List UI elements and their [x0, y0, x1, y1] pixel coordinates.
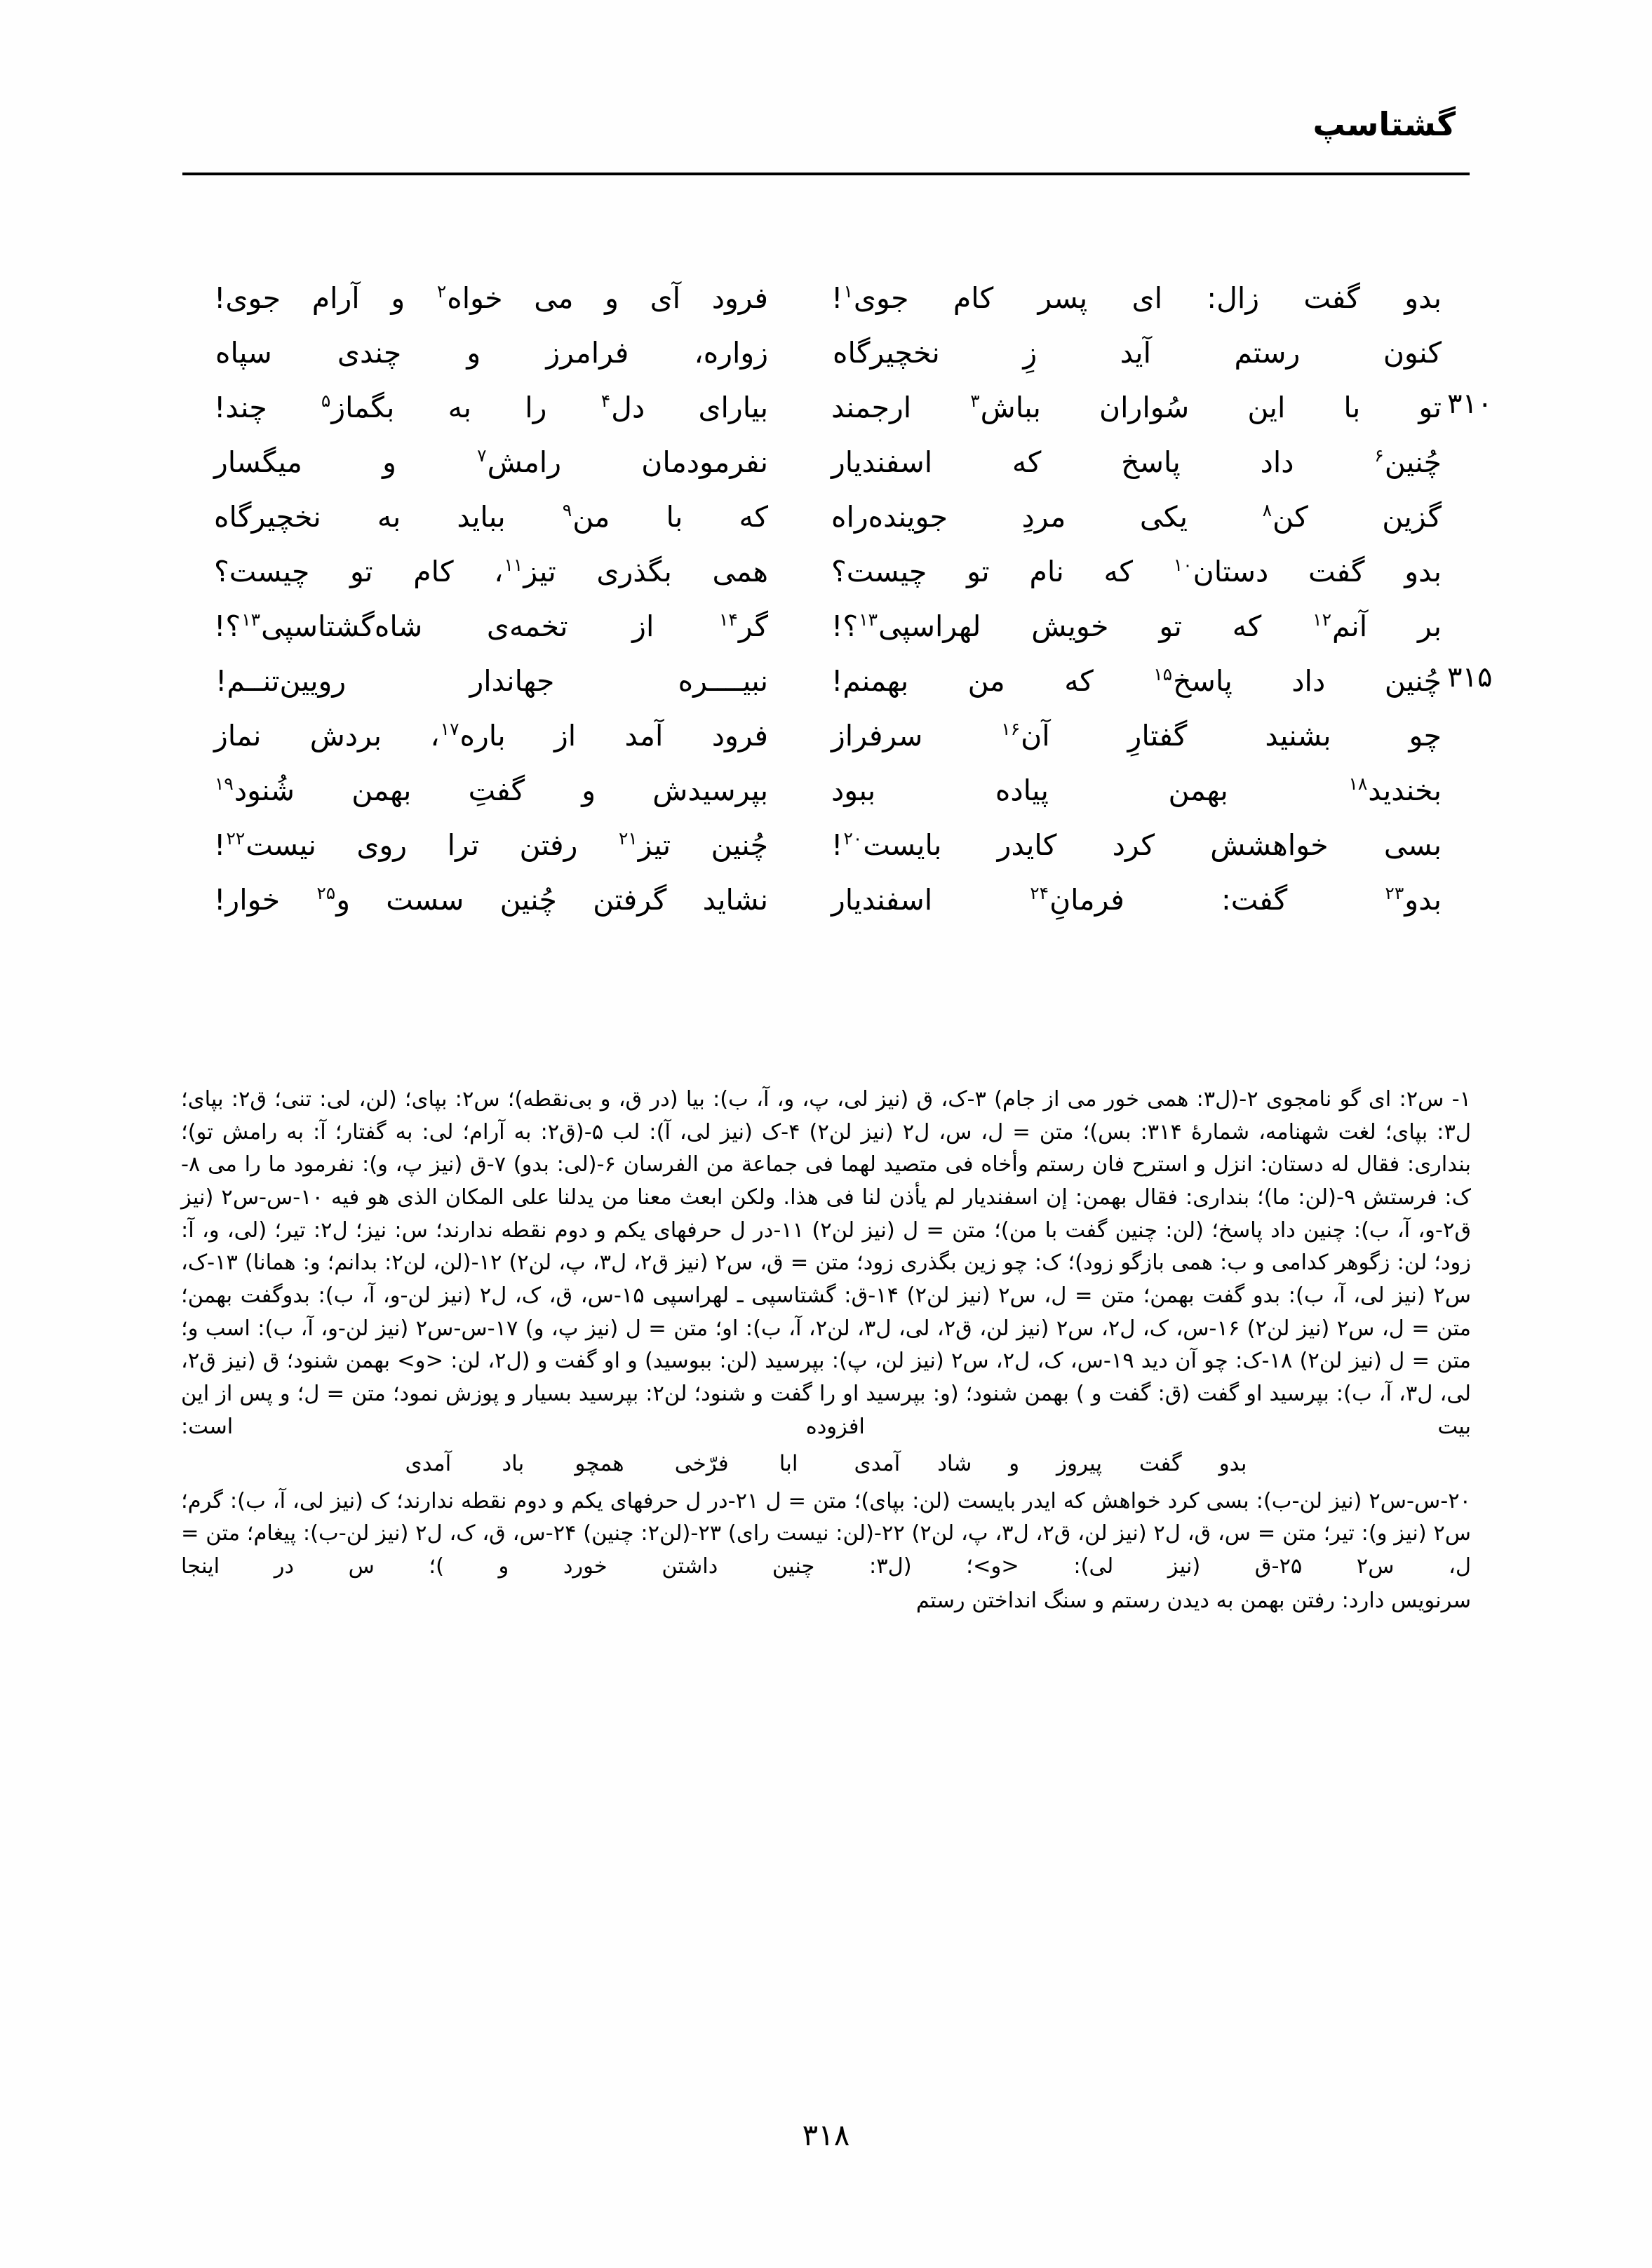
hemistich-left — [214, 769, 768, 813]
note-marker: ۱۳ — [859, 609, 878, 630]
note-marker: ۱۶ — [1001, 719, 1021, 740]
hemistich-text-end: و میگسار — [214, 445, 477, 479]
hemistich-text: چُنین — [1384, 445, 1442, 479]
hemistich-right — [831, 496, 1442, 539]
hemistich-left — [214, 277, 768, 320]
hemistich-text-mid: گفت: فرمانِ — [1049, 883, 1385, 917]
hemistich-right — [831, 332, 1442, 375]
note-marker: ۱۵ — [1153, 664, 1173, 685]
hemistich-text-end: بهمن پیاده ببود — [831, 774, 1348, 807]
hemistich-left — [214, 715, 768, 758]
hemistich-text-mid: که تو خویش لهراسپی — [878, 609, 1312, 643]
note-marker: ۴ — [600, 391, 611, 412]
inserted-hemistich-2: ابا فرّخی همچو باد آمدی — [405, 1451, 798, 1477]
hemistich-text-end: که نام تو چیست؟ — [831, 555, 1173, 588]
inserted-hemistich-1: بدو گفت پیروز و شاد آمدی — [854, 1451, 1247, 1477]
hemistich-text: نبیــــره جهاندار رویین‌تنــم! — [215, 664, 768, 698]
hemistich-right — [831, 277, 1442, 320]
apparatus-tail-note: سرنویس دارد: رفتن بهمن به دیدن رستم و سنگ انداختن رستم — [915, 1588, 1471, 1613]
verse-line — [210, 441, 1442, 496]
verse-line — [210, 824, 1442, 879]
hemistich-text-end: ؟! — [831, 609, 859, 643]
note-marker: ۱۱ — [504, 555, 523, 576]
note-marker: ۱۸ — [1348, 774, 1368, 795]
hemistich-text: نفرمودمان رامش — [487, 445, 768, 479]
hemistich-right — [831, 715, 1442, 758]
hemistich-text-end: بباید به نخچیرگاه — [214, 500, 562, 534]
note-marker: ۱ — [843, 281, 853, 302]
note-marker: ۱۴ — [718, 609, 738, 630]
hemistich-text: بدو گفت دستان — [1193, 555, 1442, 588]
hemistich-text-end: و آرام جوی! — [214, 281, 436, 315]
note-marker: ۱۹ — [215, 774, 234, 795]
hemistich-text: بسی خواهشش کرد کایدر بایست — [863, 828, 1442, 862]
note-marker: ۹ — [562, 500, 572, 521]
verse-line — [210, 769, 1442, 824]
apparatus-paragraph: ۱- س۲: ای گو نامجوی ۲-(ل۳: همی خور می از جام) ۳-ک، ق (نیز لی، پ، و، آ، ب): بیا (در ق، و بی‌نقطه)؛ س۲: بپای؛ (لن، لی: تنی؛ ق۲: بپای؛ ل۳: بپای؛ لغت شهنامه، شمارهٔ ۳۱۴: بس)؛ متن = ل، س، ل۲ (نیز لن۲) ۴-ک (نیز لی، آ): لب ۵-(ق۲: به آرام؛ لی: به گفتار؛ آ: به رامش تو)؛ بنداری: فقال له دستان: انزل و استرح فان رستم وأخاه فی متصید لهما فی جماعة من الفرسان ۶-(لی: بدو) ۷-ق (نیز پ، و): نفرمود ما را می ۸-ک: فرستش ۹-(لن: ما)؛ بنداری: فقال بهمن: إن اسفندیار لم یأذن لنا فی هذا. ولکن ابعث معنا من یدلنا علی المکان الذی هو فیه ۱۰-س-س۲ (نیز ق۲-و، آ، ب): چنین داد پاسخ؛ (لن: چنین گفت با من)؛ متن = ل (نیز لن۲) ۱۱-در ل حرفهای یکم و دوم نقطه ندارند؛ س: نیز؛ ل۲: تیر؛ (لی، و، آ: زود؛ لن: زگوهر کدامی و ب: همی بازگو زود)؛ ک: چو زین بگذری زود؛ متن = ق، س۲ (نیز ق۲، ل۳، پ، لن۲) ۱۲-(لن، لن۲: بدانم؛ و: همانا) ۱۳-ک، س۲ (نیز لی، آ، ب): بدو گفت بهمن؛ متن = ل، س۲ (نیز لن۲) ۱۴-ق: گشتاسپی ـ لهراسپی ۱۵-س، ق، ک، ل۲ (نیز لن-و، آ، ب): بدوگفت بهمن؛ متن = ل، س۲ (نیز لن۲) ۱۶-س، ک، ل۲، س۲ (نیز لن، ق۲، لی، ل۳، لن۲، آ، ب): او؛ متن = ل (نیز پ، و) ۱۷-س-س۲ (نیز لن-و، آ، ب): اسب و؛ متن = ل (نیز لن۲) ۱۸-ک: چو آن دید ۱۹-س، ک، ل۲، س۲ (نیز لن، پ): بپرسید (لن: ببوسید) و او گفت و (ل۲، لن: <و> بهمن شنود؛ ق (نیز ق۲، لی، ل۳، آ، ب): بپرسید او گفت (ق: گفت و ) بهمن شنود؛ (و: بپرسید او را گفت و شنود؛ لن۲: بپرسید بسیار و پوزش نمود؛ متن = ل؛ و پس از این بیت افزوده است: — [181, 1087, 1472, 1439]
hemistich-text: زواره، فرامرز و چندی سپاه — [215, 336, 768, 370]
hemistich-text: که با من — [572, 500, 768, 534]
hemistich-text-end: ، بردش نماز — [214, 719, 440, 752]
hemistich-left — [214, 386, 768, 430]
hemistich-text: چو بشنید گفتارِ آن — [1021, 719, 1442, 752]
verse-line — [210, 879, 1442, 933]
note-marker: ۲۲ — [226, 828, 246, 849]
hemistich-text: فرود آی و می خواه — [447, 281, 768, 315]
note-marker: ۲۱ — [618, 828, 638, 849]
verse-line — [210, 277, 1442, 332]
note-marker: ۵ — [321, 391, 331, 412]
note-marker: ۲۰ — [843, 828, 863, 849]
hemistich-text-end: ! — [831, 828, 843, 862]
hemistich-left — [214, 824, 768, 868]
hemistich-text: بدو گفت زال: ای پسر کام جوی — [853, 281, 1442, 315]
hemistich-text: همی بگذری تیز — [523, 555, 769, 588]
hemistich-right — [831, 660, 1442, 703]
hemistich-text: نشاید گرفتن چُنین سست و — [336, 883, 769, 917]
verse-line — [210, 496, 1442, 551]
hemistich-text-end: خوار! — [214, 883, 316, 917]
verse-block — [210, 277, 1493, 933]
hemistich-text: بپرسیدش و گفتِ بهمن شُنود — [234, 774, 768, 807]
note-marker: ۲۵ — [316, 883, 336, 904]
hemistich-text-end: ! — [831, 281, 843, 315]
note-marker: ۸ — [1262, 500, 1272, 521]
hemistich-text-end: که من بهمنم! — [831, 664, 1153, 698]
hemistich-text: بیارای دل — [611, 391, 768, 424]
apparatus-paragraph: ۲۰-س-س۲ (نیز لن-ب): بسی کرد خواهش که ایدر بایست (لن: بپای)؛ متن = ل ۲۱-در ل حرفهای یکم و دوم نقطه ندارند؛ ک (نیز لی، آ، ب): گرم؛ س۲ (نیز و): تیر؛ متن = س، ق، ل۲ (نیز لن، ق۲، ل۳، پ، لن۲) ۲۲-(لن: نیست رای) ۲۳-(لن۲: چنین) ۲۴-س، ق، ک، ل۲ (نیز لن-ب): پیغام؛ متن = ل، س۲ ۲۵-ق (نیز لی): <و>؛ (ل۳: چنین داشتن خورد و )؛ س در اینجا — [181, 1488, 1471, 1579]
running-header — [196, 105, 1456, 189]
hemistich-text-mid: را به بگماز — [331, 391, 600, 424]
hemistich-left — [214, 605, 768, 649]
hemistich-right — [831, 386, 1442, 430]
hemistich-left — [214, 879, 768, 922]
hemistich-left — [214, 551, 768, 594]
hemistich-text: بدو — [1404, 883, 1442, 917]
hemistich-text-mid: از تخمه‌ی شاه‌گشتاسپی — [261, 609, 718, 643]
note-marker: ۶ — [1374, 445, 1384, 466]
page-number: ۳۱۸ — [802, 2118, 850, 2152]
hemistich-text-end: سرفراز — [831, 719, 1001, 752]
hemistich-text: بخندید — [1368, 774, 1442, 807]
hemistich-right — [831, 605, 1442, 649]
hemistich-text-end: ارجمند — [831, 391, 970, 424]
critical-apparatus — [181, 1084, 1471, 1617]
hemistich-right — [831, 551, 1442, 594]
note-marker: ۱۷ — [440, 719, 459, 740]
verse-line — [210, 386, 1493, 441]
verse-number: ۳۱۰ — [1447, 388, 1493, 420]
hemistich-text: بر آنم — [1332, 609, 1442, 643]
hemistich-text: تو با این سُواران بباش — [980, 391, 1442, 424]
verse-line — [210, 605, 1442, 660]
hemistich-text-mid: رفتن ترا روی نیست — [246, 828, 618, 862]
verse-line — [210, 660, 1493, 715]
note-marker: ۱۰ — [1173, 555, 1193, 576]
verse-line — [210, 332, 1442, 386]
apparatus-inserted-verse — [181, 1447, 1471, 1480]
hemistich-text: چُنین داد پاسخ — [1173, 664, 1442, 698]
note-marker: ۱۳ — [241, 609, 261, 630]
hemistich-text: گر — [738, 609, 768, 643]
hemistich-text-end: داد پاسخ که اسفندیار — [831, 445, 1374, 479]
hemistich-left — [214, 441, 768, 485]
header-rule — [182, 173, 1470, 175]
hemistich-text: کنون رستم آید زِ نخچیرگاه — [833, 336, 1442, 370]
hemistich-text-end: اسفندیار — [831, 883, 1030, 917]
hemistich-text-end: ! — [214, 828, 226, 862]
note-marker: ۳ — [970, 391, 980, 412]
hemistich-text-end: ، کام تو چیست؟ — [214, 555, 504, 588]
verse-number: ۳۱۵ — [1447, 661, 1493, 694]
hemistich-text: فرود آمد از باره — [459, 719, 769, 752]
hemistich-left — [214, 332, 768, 375]
hemistich-right — [831, 441, 1442, 485]
verse-line — [210, 715, 1442, 769]
hemistich-text-end: ؟! — [214, 609, 241, 643]
hemistich-left — [214, 660, 768, 703]
hemistich-text: چُنین تیز — [638, 828, 768, 862]
hemistich-right — [831, 769, 1442, 813]
hemistich-left — [214, 496, 768, 539]
note-marker: ۲۳ — [1385, 883, 1404, 904]
note-marker: ۷ — [477, 445, 487, 466]
header-title: گشتاسپ — [1312, 105, 1456, 143]
verse-line — [210, 551, 1442, 605]
hemistich-text-end: چند! — [214, 391, 321, 424]
hemistich-text-end: یکی مردِ جوینده‌راه — [831, 500, 1262, 534]
note-marker: ۱۲ — [1312, 609, 1332, 630]
hemistich-text: گزین کن — [1272, 500, 1442, 534]
note-marker: ۲ — [436, 281, 447, 302]
hemistich-right — [831, 824, 1442, 868]
hemistich-right — [831, 879, 1442, 922]
note-marker: ۲۴ — [1030, 883, 1049, 904]
